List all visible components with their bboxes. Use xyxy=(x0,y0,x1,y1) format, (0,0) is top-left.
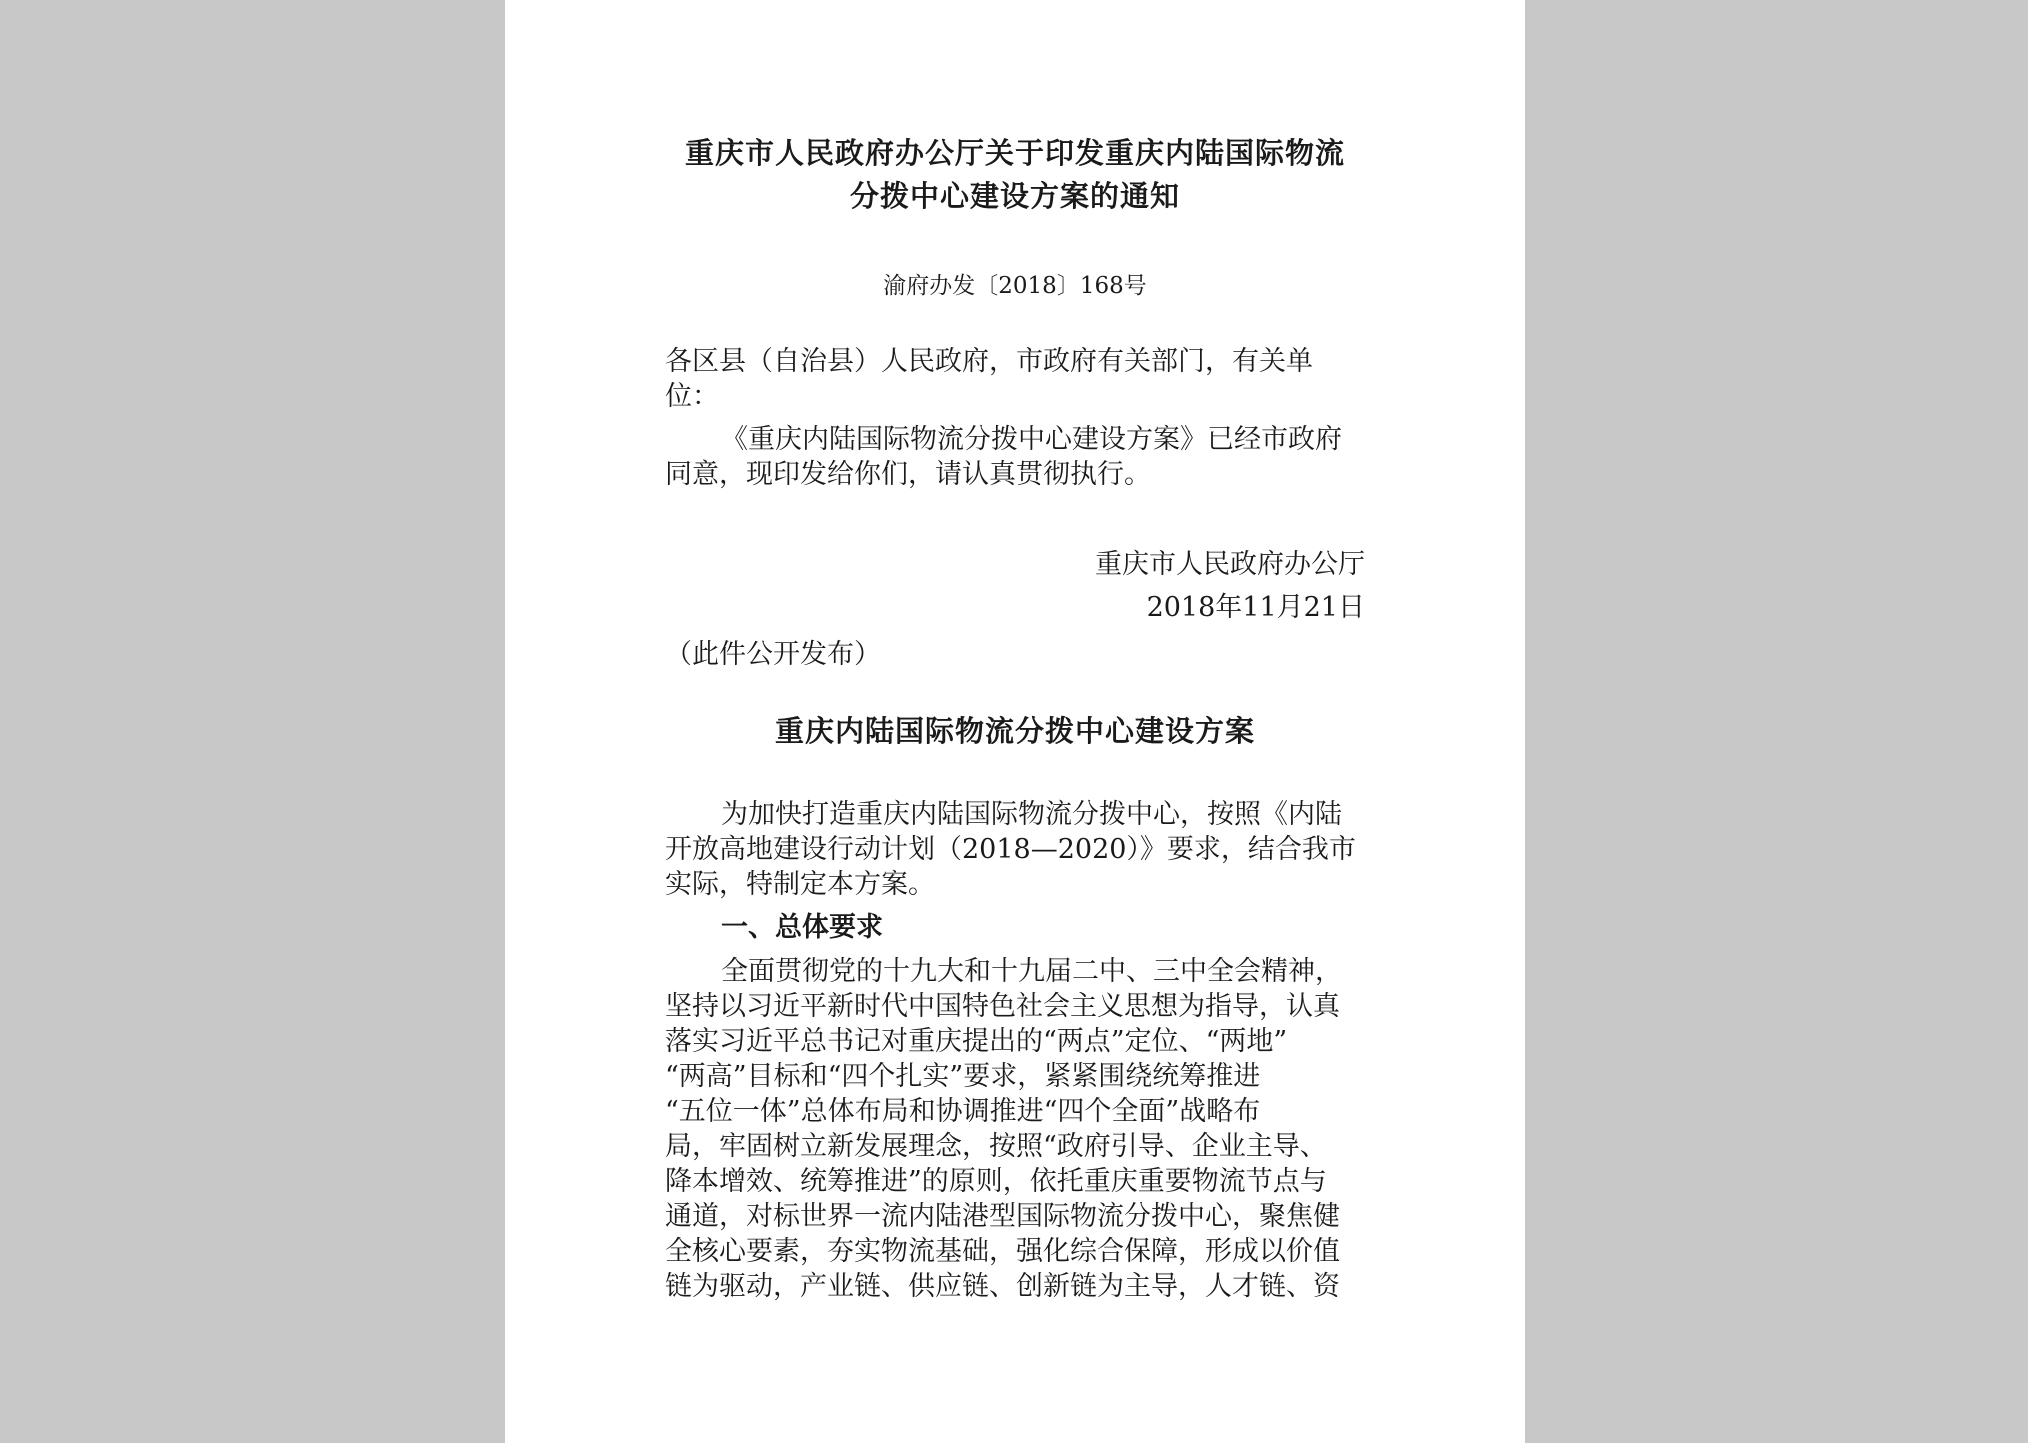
plan-intro-line-1: 为加快打造重庆内陆国际物流分拨中心，按照《内陆 xyxy=(721,799,1342,830)
section-1-line: 坚持以习近平新时代中国特色社会主义思想为指导，认真 xyxy=(665,991,1340,1022)
section-1-line: 全面贯彻党的十九大和十九届二中、三中全会精神， xyxy=(721,956,1342,987)
section-1-line: “五位一体”总体布局和协调推进“四个全面”战略布 xyxy=(665,1096,1261,1127)
document-number: 渝府办发〔2018〕168号 xyxy=(883,273,1147,299)
recipients-line-1: 各区县（自治县）人民政府，市政府有关部门，有关单 xyxy=(665,346,1313,377)
section-1-line: 全核心要素，夯实物流基础，强化综合保障，形成以价值 xyxy=(665,1236,1340,1267)
notice-body-line-1: 《重庆内陆国际物流分拨中心建设方案》已经市政府 xyxy=(721,424,1342,455)
signature-org: 重庆市人民政府办公厅 xyxy=(1095,549,1365,580)
recipients-line-2: 位： xyxy=(665,381,719,412)
section-1-line: 降本增效、统筹推进”的原则，依托重庆重要物流节点与 xyxy=(665,1166,1327,1197)
notice-title-line-2: 分拨中心建设方案的通知 xyxy=(849,179,1180,213)
plan-title: 重庆内陆国际物流分拨中心建设方案 xyxy=(774,714,1255,748)
document-page xyxy=(505,0,1525,1443)
plan-intro-line-3: 实际，特制定本方案。 xyxy=(665,869,935,900)
signature-date: 2018年11月21日 xyxy=(1146,592,1365,623)
section-1-heading: 一、总体要求 xyxy=(721,912,883,943)
section-1-line: 通道，对标世界一流内陆港型国际物流分拨中心，聚焦健 xyxy=(665,1201,1340,1232)
publication-note: （此件公开发布） xyxy=(665,639,881,670)
section-1-line: 落实习近平总书记对重庆提出的“两点”定位、“两地” xyxy=(665,1026,1288,1057)
section-1-line: “两高”目标和“四个扎实”要求，紧紧围绕统筹推进 xyxy=(665,1061,1261,1092)
plan-intro-line-2: 开放高地建设行动计划（2018—2020）》要求，结合我市 xyxy=(665,834,1356,865)
notice-title-line-1: 重庆市人民政府办公厅关于印发重庆内陆国际物流 xyxy=(684,136,1345,170)
section-1-line: 局，牢固树立新发展理念，按照“政府引导、企业主导、 xyxy=(665,1131,1327,1162)
notice-body-line-2: 同意，现印发给你们，请认真贯彻执行。 xyxy=(665,459,1151,490)
section-1-line: 链为驱动，产业链、供应链、创新链为主导，人才链、资 xyxy=(665,1271,1340,1302)
